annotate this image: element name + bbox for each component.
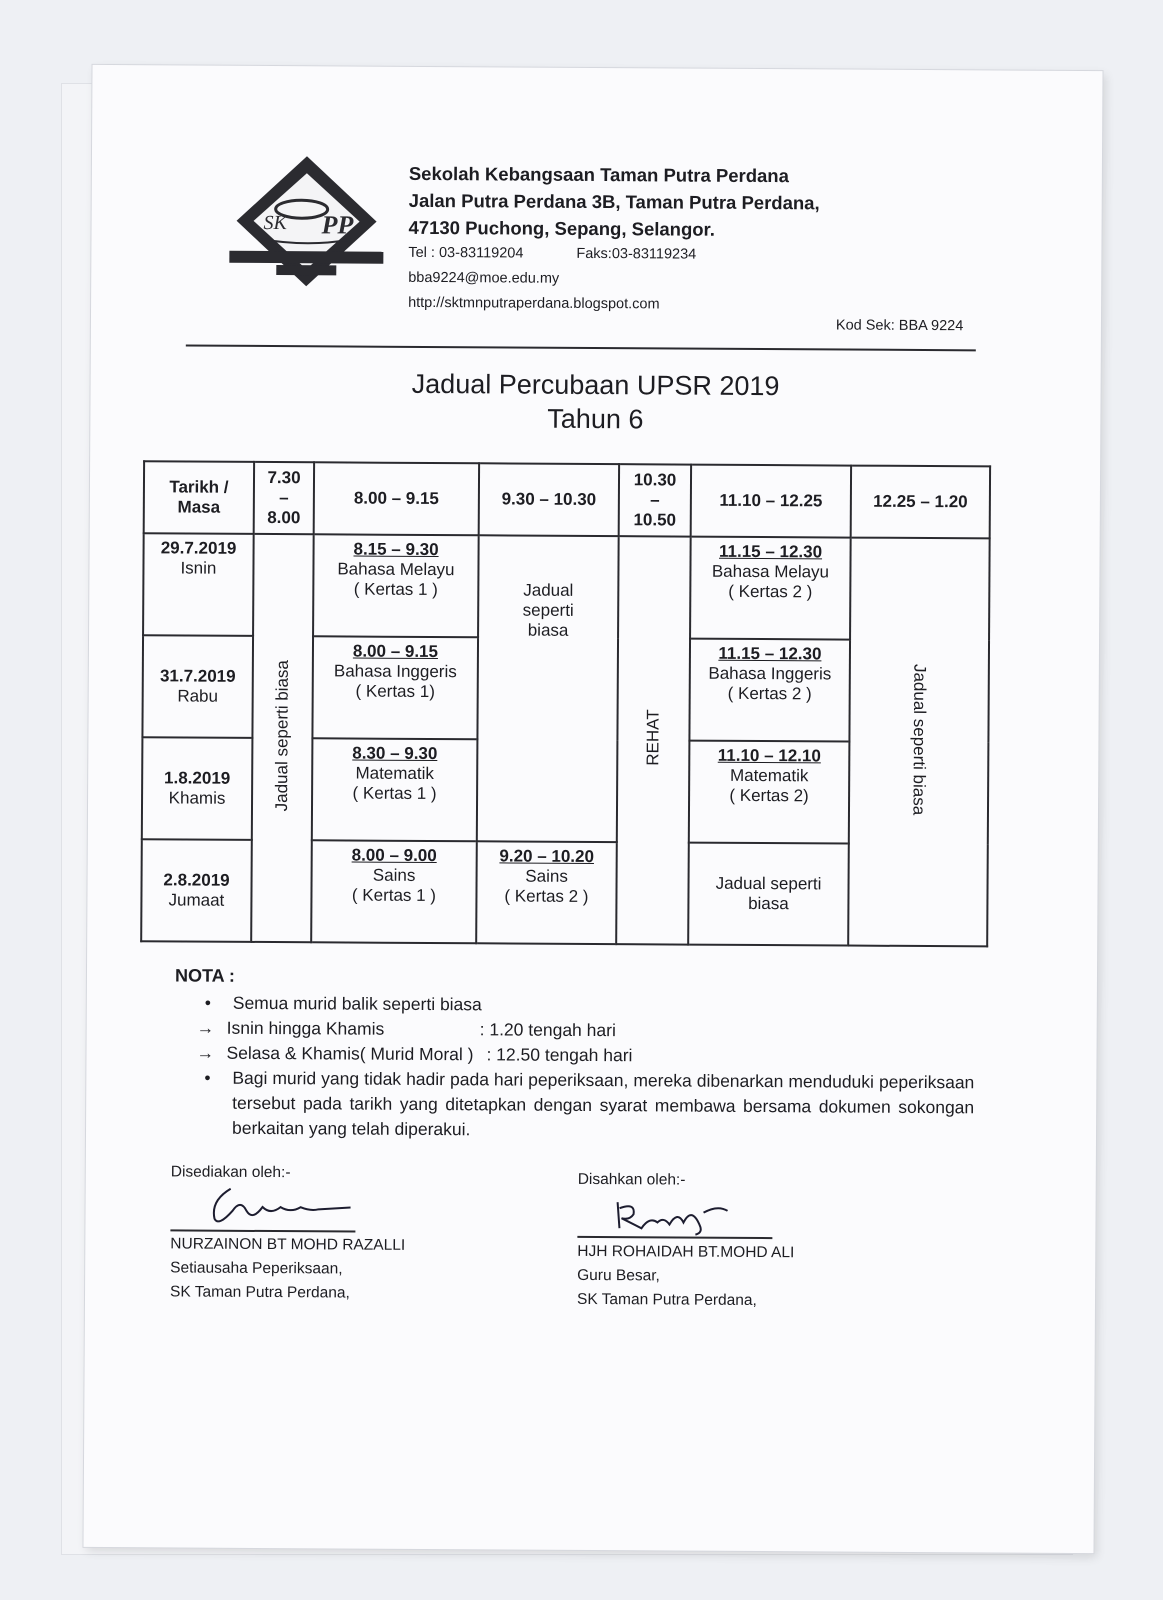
note-item: • Bagi murid yang tidak hadir pada hari peperiksaan, mereka dibenarkan menduduki peperiksaan tersebut pada tarikh yang ditetapkan dengan syarat membawa bersama dokumen sokongan berkaitan yang telah diperakui. [204,1067,975,1140]
exam-cell: Jadual seperti biasa [688,843,849,946]
exam-cell: 11.10 – 12.10 Matematik ( Kertas 2) [689,741,850,844]
email: bba9224@moe.edu.my [408,269,560,287]
school-name: Sekolah Kebangsaan Taman Putra Perdana [408,162,790,187]
document-title [90,365,1100,439]
prepared-by-org: SK Taman Putra Perdana, [169,1283,350,1302]
bullet-icon: • [204,1067,211,1088]
notes-section [174,965,975,1145]
svg-text:PP: PP [321,210,354,240]
phone-fax-line [408,241,1048,270]
note-item: • Semua murid balik seperti biasa [204,992,482,1015]
header-slot-3: 9.30 – 10.30 [479,463,619,536]
exam-cell: 8.00 – 9.15 Bahasa Inggeris ( Kertas 1) [312,636,478,739]
approved-by-block [577,1168,795,1313]
approved-by-position: Guru Besar, [577,1266,660,1285]
school-logo [221,151,392,292]
header-slot-4: 10.30 – 10.50 [619,464,691,536]
phone-number: Tel : 03-83119204 [408,244,524,262]
slot-6-merged-cell [848,538,989,947]
title-line-2: Tahun 6 [547,403,644,435]
address-line-1: Jalan Putra Perdana 3B, Taman Putra Perdana, [408,189,820,214]
note-item: → Isnin hingga Khamis : 1.20 tengah hari [196,1017,616,1041]
header-divider [186,345,976,352]
exam-cell: 8.00 – 9.00 Sains ( Kertas 1 ) [311,840,477,943]
prepared-by-name: NURZAINON BT MOHD RAZALLI [170,1235,406,1254]
prepared-by-position: Setiausaha Peperiksaan, [170,1259,343,1278]
slot-1-vertical-text: Jadual seperti biasa [271,659,292,812]
header-slot-2: 8.00 – 9.15 [314,462,479,535]
school-code: Kod Sek: BBA 9224 [835,317,964,335]
arrow-right-icon: → [196,1017,215,1038]
table-row [143,533,990,640]
approved-by-org: SK Taman Putra Perdana, [576,1290,757,1310]
signature-prepared [200,1181,390,1232]
note-item: → Selasa & Khamis( Murid Moral ) : 12.50 tengah hari [196,1042,633,1066]
rehat-merged-cell [616,536,690,944]
document-page [83,65,1102,1553]
bullet-icon: • [204,992,212,1013]
arrow-right-icon: → [196,1042,215,1063]
slot-6-vertical-text: Jadual seperti biasa [909,663,930,816]
school-details [408,160,1049,320]
header-slot-1: 7.30 – 8.00 [254,462,314,534]
date-cell: 31.7.2019 Rabu [142,635,253,738]
slot-1-merged-cell [251,534,313,942]
exam-cell: 11.15 – 12.30 Bahasa Melayu ( Kertas 2 ) [690,537,851,640]
header-slot-6: 12.25 – 1.20 [851,466,990,539]
letterhead [211,151,1042,346]
rehat-vertical-text: REHAT [643,709,663,767]
date-cell: 2.8.2019 Jumaat [141,839,252,942]
slot-3-merged-cell: Jadual seperti biasa [477,535,619,842]
date-cell: 29.7.2019 Isnin [143,533,254,636]
title-line-1: Jadual Percubaan UPSR 2019 [411,368,780,402]
prepared-by-label: Disediakan oleh:- [170,1163,291,1182]
exam-cell: 11.15 – 12.30 Bahasa Inggeris ( Kertas 2 ) [689,639,850,742]
fax-number: Faks:03-83119234 [576,245,697,263]
website: http://sktmnputraperdana.blogspot.com [408,294,660,313]
date-cell: 1.8.2019 Khamis [142,737,253,840]
address-line-2: 47130 Puchong, Sepang, Selangor. [408,216,715,240]
header-tarikh: Tarikh / Masa [144,461,254,534]
exam-schedule-table [140,460,991,947]
approved-by-name: HJH ROHAIDAH BT.MOHD ALI [577,1242,795,1262]
exam-cell: 9.20 – 10.20 Sains ( Kertas 2 ) [476,841,617,944]
exam-cell: 8.30 – 9.30 Matematik ( Kertas 1 ) [312,738,478,841]
exam-cell: 8.15 – 9.30 Bahasa Melayu ( Kertas 1 ) [313,534,479,637]
svg-text:SK: SK [263,211,287,235]
header-slot-5: 11.10 – 12.25 [691,465,851,538]
notes-heading: NOTA : [174,965,236,986]
table-header-row [144,461,990,538]
approved-by-label: Disahkan oleh:- [577,1170,686,1189]
prepared-by-block [170,1160,406,1305]
signature-approved [607,1188,797,1239]
